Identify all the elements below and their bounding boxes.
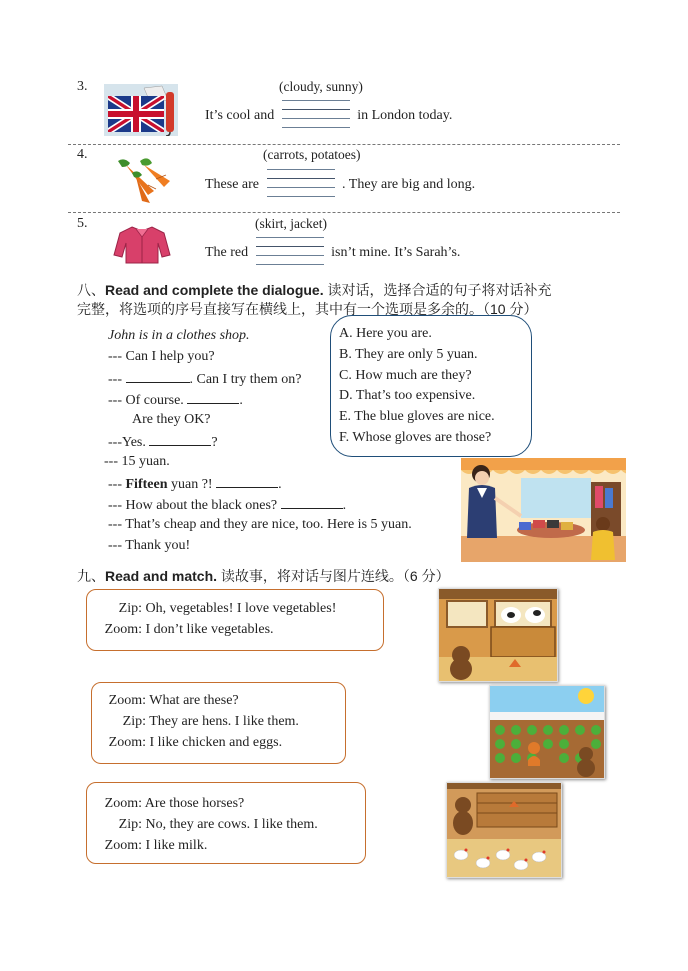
option-a: A. Here you are.	[339, 326, 432, 341]
dialogue-blank-3[interactable]	[149, 431, 211, 446]
picture-hens-barn[interactable]	[446, 782, 562, 878]
picture-vegetable-field[interactable]	[489, 685, 605, 779]
q4-hint: (carrots, potatoes)	[263, 147, 361, 162]
q3-sentence	[205, 106, 452, 126]
section8-title-line2: 完整，将选项的序号直接写在横线上，其中有一个选项是多余的。（10 分）	[77, 301, 538, 317]
section9-title	[77, 566, 450, 586]
q5-number: 5.	[77, 216, 88, 231]
option-f: F. Whose gloves are those?	[339, 430, 492, 445]
q4-text-after: . They are big and long.	[342, 177, 476, 193]
q3-answer-blank[interactable]	[282, 100, 350, 126]
q5-answer-blank[interactable]	[256, 237, 324, 263]
dialogue-line: --- How about the black ones? .	[108, 494, 346, 517]
dialogue-line: --- That’s cheap and they are nice, too. Here is 5 yuan.	[108, 517, 412, 532]
q5-sentence	[205, 243, 460, 263]
divider	[68, 212, 620, 213]
clothes-shop-illustration	[461, 458, 626, 562]
dialogue-blank-1[interactable]	[126, 368, 190, 383]
dialogue-blank-4[interactable]	[216, 473, 278, 488]
q3-hint: (cloudy, sunny)	[279, 79, 363, 94]
option-c: C. How much are they?	[339, 368, 472, 383]
q3-number: 3.	[77, 79, 88, 94]
q3-text-after: in London today.	[357, 108, 453, 124]
q5-text-before: The red	[205, 245, 249, 261]
q5-hint: (skirt, jacket)	[255, 216, 327, 231]
story-1-text: Zip: Oh, vegetables! I love vegetables! Zoom: I don’t like vegetables.	[104, 601, 337, 637]
picture-cows-barn[interactable]	[438, 588, 558, 682]
q3-text-before: It’s cool and	[205, 108, 275, 124]
section8-title-en: Read and complete the dialogue.	[105, 282, 324, 298]
dialogue-scene: John is in a clothes shop.	[108, 328, 250, 343]
dialogue-line: --- Can I help you?	[108, 349, 215, 364]
section9-number: 九、	[77, 568, 105, 584]
section8-title	[77, 280, 551, 300]
dialogue-blank-2[interactable]	[187, 389, 239, 404]
dialogue-line: ---Yes. ?	[108, 431, 218, 454]
section8-number: 八、	[77, 282, 105, 298]
dialogue-line: Are they OK?	[132, 412, 211, 427]
divider	[68, 144, 620, 145]
dialogue-line: --- Fifteen yuan ?! .	[108, 473, 282, 496]
uk-flag-umbrella-image	[104, 84, 178, 136]
section9-title-en: Read and match.	[105, 568, 218, 584]
option-e: E. The blue gloves are nice.	[339, 409, 495, 424]
story-3-text: Zoom: Are those horses? Zip: No, they are cows. I like them. Zoom: I like milk.	[104, 796, 318, 853]
q4-text-before: These are	[205, 177, 260, 193]
q4-number: 4.	[77, 147, 88, 162]
carrots-image	[104, 151, 178, 205]
section8-title-cn: 读对话，选择合适的句子将对话补充	[323, 282, 552, 298]
option-b: B. They are only 5 yuan.	[339, 347, 478, 362]
jacket-image	[112, 225, 172, 265]
section9-title-cn: 读故事，将对话与图片连线。（6 分）	[217, 568, 450, 584]
q4-sentence	[205, 175, 475, 195]
dialogue-line: --- Of course. .	[108, 389, 243, 412]
dialogue-line: --- Thank you!	[108, 538, 191, 553]
dialogue-blank-5[interactable]	[281, 494, 343, 509]
option-d: D. That’s too expensive.	[339, 388, 476, 403]
story-2-text: Zoom: What are these? Zip: They are hens. I like them. Zoom: I like chicken and eggs.	[108, 693, 299, 750]
q5-text-after: isn’t mine. It’s Sarah’s.	[331, 245, 461, 261]
dialogue-line: --- . Can I try them on?	[108, 368, 301, 391]
dialogue-line: --- 15 yuan.	[104, 454, 170, 469]
q4-answer-blank[interactable]	[267, 169, 335, 195]
